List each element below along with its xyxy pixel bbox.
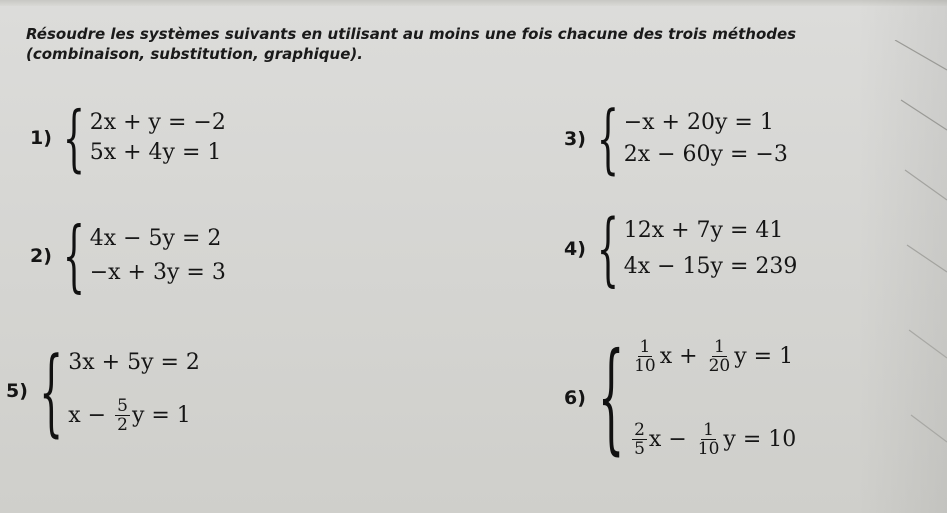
instructions-text: Résoudre les systèmes suivants en utilisant au moins une fois chacune des trois méthodes (combinaison, substitution, graphique). — [26, 25, 797, 63]
equation-2-suffix: y = 1 — [131, 402, 191, 428]
equations — [90, 108, 226, 168]
fraction — [632, 421, 647, 458]
equation-2: 2x − 60y = −3 — [623, 142, 788, 167]
equation-1: 4x − 5y = 2 — [89, 226, 222, 251]
equation-2 — [68, 397, 200, 434]
left-brace: { — [39, 335, 64, 447]
system-4 — [564, 202, 798, 296]
fraction-numerator: 1 — [639, 337, 651, 357]
fraction-numerator: 1 — [703, 420, 714, 440]
fraction — [696, 421, 722, 458]
left-brace: { — [596, 95, 619, 183]
fraction-denominator: 10 — [697, 439, 720, 459]
system-1 — [30, 95, 226, 181]
equation-1: 3x + 5y = 2 — [68, 350, 200, 375]
equation-1: 2x + y = −2 — [89, 110, 226, 135]
equations — [630, 338, 796, 458]
system-number: 1) — [30, 127, 52, 149]
equations — [90, 224, 226, 288]
fraction — [115, 397, 130, 434]
equation-1-middle: x + — [659, 343, 698, 369]
system-2 — [30, 211, 226, 301]
fraction-numerator: 2 — [634, 420, 645, 440]
fraction-denominator: 5 — [634, 439, 645, 459]
system-5 — [6, 335, 200, 447]
equation-2 — [630, 421, 796, 458]
system-number: 2) — [30, 245, 52, 267]
equation-2-prefix: x − — [68, 402, 107, 428]
fraction-denominator: 2 — [117, 415, 128, 435]
equation-1: 12x + 7y = 41 — [623, 218, 784, 243]
system-3 — [564, 95, 788, 183]
equations — [624, 108, 788, 170]
system-number: 6) — [564, 387, 586, 409]
left-brace: { — [62, 95, 85, 181]
system-6 — [564, 328, 797, 468]
fraction-denominator: 10 — [634, 356, 656, 376]
left-brace: { — [596, 202, 619, 296]
system-number: 4) — [564, 238, 586, 260]
system-number: 3) — [564, 128, 586, 150]
equation-1-suffix: y = 1 — [734, 343, 794, 369]
equation-2-middle: x − — [648, 426, 687, 452]
equations — [68, 348, 200, 434]
system-number: 5) — [6, 380, 28, 402]
fraction-numerator: 1 — [713, 337, 725, 357]
page-top-edge — [0, 0, 947, 6]
fraction-denominator: 20 — [708, 356, 731, 376]
left-brace: { — [597, 328, 625, 468]
fraction — [707, 338, 733, 375]
equation-1 — [630, 338, 796, 375]
equation-2-suffix: y = 10 — [723, 426, 797, 452]
equation-2: 4x − 15y = 239 — [623, 254, 798, 279]
equation-2: −x + 3y = 3 — [89, 260, 226, 285]
equations — [624, 216, 798, 282]
equation-2: 5x + 4y = 1 — [89, 140, 222, 165]
left-brace: { — [62, 211, 85, 301]
fraction-numerator: 5 — [117, 396, 128, 416]
equation-1: −x + 20y = 1 — [623, 110, 774, 135]
margin-decoration — [887, 40, 947, 510]
fraction — [632, 338, 658, 375]
